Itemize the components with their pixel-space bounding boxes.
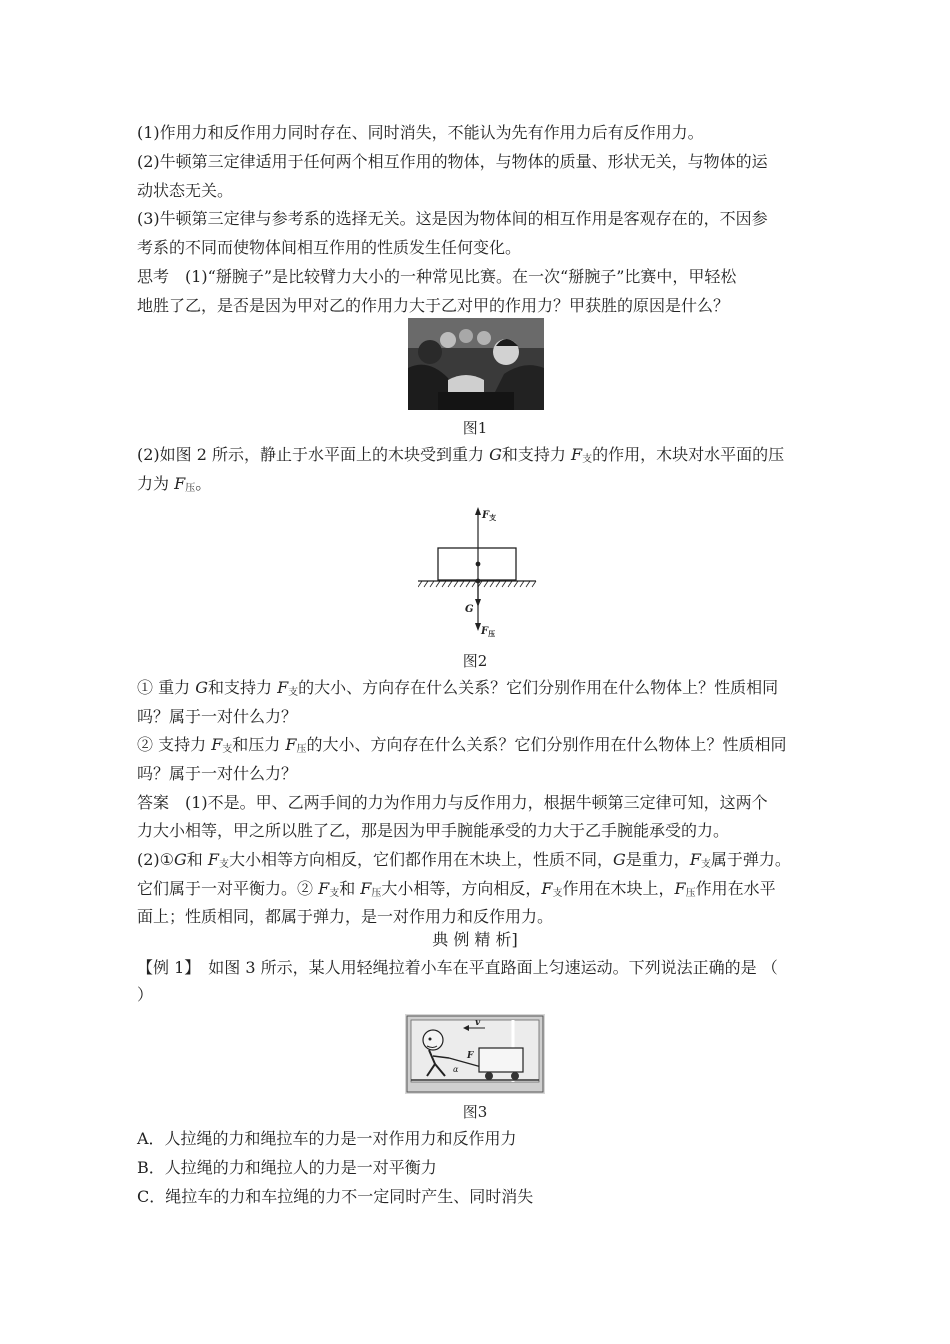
text: (2)①	[137, 850, 175, 869]
symbol-F: F	[541, 879, 553, 898]
label-v: v	[475, 1018, 481, 1028]
subscript-zhi: 支	[552, 888, 563, 899]
subscript-ya: 压	[685, 888, 696, 899]
section-title: 典 例 精 析]	[432, 930, 518, 949]
arm-wrestling-photo	[408, 318, 544, 410]
text: 是重力，	[625, 850, 690, 869]
text: 属于弹力。	[710, 850, 791, 869]
figure-3-caption: 图3	[462, 1103, 488, 1121]
question-b-line-2: 吗？属于一对什么力？	[137, 764, 298, 783]
symbol-G: G	[195, 678, 208, 697]
label-G: G	[465, 604, 474, 615]
text: 作用在木块上，	[562, 879, 675, 898]
text: 和	[339, 879, 361, 898]
symbol-G: G	[613, 850, 626, 869]
symbol-F: F	[318, 879, 330, 898]
symbol-G: G	[489, 445, 502, 464]
text: 。	[195, 474, 212, 493]
text: 和压力	[232, 735, 286, 754]
symbol-F: F	[570, 445, 583, 464]
text: ① 重力	[137, 678, 196, 697]
text: 和支持力	[501, 445, 571, 464]
question-2-line-2	[137, 469, 817, 503]
symbol-F: F	[285, 735, 297, 754]
subscript-ya: 压	[371, 888, 382, 899]
label-F-ya: $F_压$	[481, 626, 496, 638]
text: 和支持力	[207, 678, 278, 697]
answer-line-1: 答案 (1)不是。甲、乙两手间的力为作用力与反作用力，根据牛顿第三定律可知，这两个	[137, 793, 768, 812]
think-line-1: 思考 (1)“掰腕子”是比较臂力大小的一种常见比赛。在一次“掰腕子”比赛中，甲轻松	[137, 267, 737, 286]
figure-2-caption: 图2	[462, 652, 488, 670]
subscript-ya: 压	[296, 744, 307, 755]
subscript-zhi: 支	[219, 859, 229, 870]
answer-line-5: 面上；性质相同，都属于弹力，是一对作用力和反作用力。	[137, 907, 554, 926]
text: 大小相等方向相反，它们都作用在木块上，性质不同，	[229, 850, 614, 869]
block-force-diagram	[418, 504, 538, 644]
answer-line-2: 力大小相等，甲之所以胜了乙，那是因为甲手腕能承受的力大于乙手腕能承受的力。	[137, 821, 730, 840]
text: 的作用，木块对水平面的压	[592, 445, 785, 464]
note-2-line-2: 动状态无关。	[137, 181, 234, 200]
question-a-line-2: 吗？属于一对什么力？	[137, 707, 298, 726]
symbol-F: F	[211, 735, 223, 754]
subscript-zhi: 支	[582, 454, 593, 465]
text: 它们属于一对平衡力。②	[137, 879, 319, 898]
symbol-F: F	[277, 678, 289, 697]
figure-1-caption: 图1	[462, 419, 488, 437]
example-1-line-2: ）	[137, 985, 154, 1004]
option-b: B．人拉绳的力和绳拉人的力是一对平衡力	[137, 1158, 437, 1177]
text: ② 支持力	[137, 735, 212, 754]
note-2-line-1: (2)牛顿第三定律适用于任何两个相互作用的物体，与物体的质量、形状无关，与物体的运	[137, 152, 768, 171]
symbol-G: G	[174, 850, 187, 869]
text: (2)如图 2 所示，静止于水平面上的木块受到重力	[137, 445, 490, 464]
option-c: C．绳拉车的力和车拉绳的力不一定同时产生、同时消失	[137, 1187, 534, 1206]
subscript-zhi: 支	[700, 859, 711, 870]
subscript-zhi: 支	[288, 687, 299, 698]
text: 大小相等，方向相反，	[381, 879, 542, 898]
example-1-line-1: 【例 1】 如图 3 所示，某人用轻绳拉着小车在平直路面上匀速运动。下列说法正确的是 （	[137, 958, 778, 977]
symbol-F: F	[360, 879, 372, 898]
subscript-zhi: 支	[329, 888, 340, 899]
text: 的大小、方向存在什么关系？它们分别作用在什么物体上？性质相同	[306, 735, 787, 754]
symbol-F: F	[207, 850, 219, 869]
symbol-F: F	[689, 850, 701, 869]
text: 的大小、方向存在什么关系？它们分别作用在什么物体上？性质相同	[298, 678, 779, 697]
option-a: A．人拉绳的力和绳拉车的力是一对作用力和反作用力	[137, 1129, 517, 1148]
note-3-line-1: (3)牛顿第三定律与参考系的选择无关。这是因为物体间的相互作用是客观存在的，不因参	[137, 209, 768, 228]
label-F: F	[467, 1051, 474, 1061]
person-pulling-cart-figure	[405, 1014, 545, 1094]
symbol-F: F	[674, 879, 686, 898]
text: 力为	[137, 474, 175, 493]
label-alpha: α	[453, 1065, 459, 1074]
text: 作用在水平	[695, 879, 776, 898]
note-1: (1)作用力和反作用力同时存在、同时消失，不能认为先有作用力后有反作用力。	[137, 123, 704, 142]
symbol-F: F	[174, 474, 186, 493]
think-line-2: 地胜了乙，是否是因为甲对乙的作用力大于乙对甲的作用力？甲获胜的原因是什么？	[137, 296, 730, 315]
note-3-line-2: 考系的不同而使物体间相互作用的性质发生任何变化。	[137, 238, 522, 257]
subscript-ya: 压	[185, 483, 196, 494]
text: 和	[186, 850, 208, 869]
label-F-zhi: $F_支$	[482, 510, 497, 522]
subscript-zhi: 支	[222, 744, 233, 755]
